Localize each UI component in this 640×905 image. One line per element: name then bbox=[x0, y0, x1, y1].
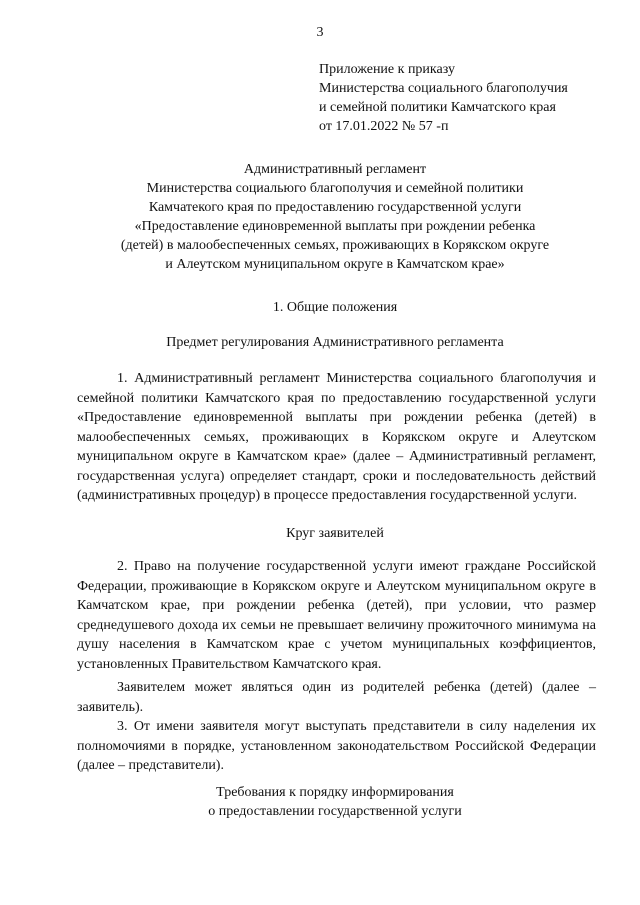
section-heading-subject: Предмет регулирования Административного регламента bbox=[166, 335, 504, 350]
approval-line: и семейной политики Камчатского края bbox=[319, 100, 556, 115]
page-number: 3 bbox=[316, 25, 324, 40]
paragraph-2: 2. Право на получение государственной услуги имеют граждане Российской Федерации, проживающие в Корякском округе и Алеутском муниципальном округе в Камчатском крае, при рождении ребенка (детей), при условии, что размер среднедушевого дохода их семьи не превышает величину прожиточного минимума на душу населения в Камчатском крае с учетом муниципальных коэффициентов, установленных Правительством Камчатского края. bbox=[77, 559, 596, 672]
paragraph-3: 3. От имени заявителя могут выступать представители в силу наделения их полномочиями в порядке, установленном законодательством Российской Федерации (далее – представители). bbox=[77, 719, 596, 773]
title-line: Камчатекого края по предоставлению государственной услуги bbox=[148, 200, 522, 215]
section-heading-general: 1. Общие положения bbox=[272, 300, 398, 315]
approval-block bbox=[319, 60, 619, 136]
section-heading-applicants: Круг заявителей bbox=[286, 526, 384, 541]
approval-line: Министерства социального благополучия bbox=[319, 81, 568, 96]
document-title bbox=[60, 160, 610, 274]
approval-line: Приложение к приказу bbox=[319, 62, 455, 77]
approval-line: от 17.01.2022 № 57 -п bbox=[319, 119, 449, 134]
paragraph-applicant: Заявителем может являться один из родителей ребенка (детей) (далее – заявитель). bbox=[77, 680, 596, 715]
title-line: (детей) в малообеспеченных семьях, проживающих в Корякском округе bbox=[120, 238, 550, 253]
title-line: Министерства социальюго благополучия и семейной политики bbox=[146, 181, 524, 196]
title-line: Административный регламент bbox=[243, 162, 427, 177]
title-line: «Предоставление единовременной выплаты при рождении ребенка bbox=[134, 219, 536, 234]
section-heading-info bbox=[60, 783, 610, 821]
title-line: и Алеутском муниципальном округе в Камчатском крае» bbox=[165, 257, 505, 272]
info-heading-line: Требования к порядку информирования bbox=[216, 785, 454, 800]
paragraph-1: 1. Административный регламент Министерства социального благополучия и семейной политики Камчатского края по предоставлению государственной услуги «Предоставление единовременной выплаты при рождении ребенка (детей) в малообеспеченных семьях, проживающих в Корякском округе и Алеутском муниципальном округе в Камчатском крае» (далее – Административный регламент, государственная услуга) определяет стандарт, сроки и последовательность действий (административных процедур) в процессе предоставления государственной услуги. bbox=[77, 371, 596, 503]
info-heading-line: о предоставлении государственной услуги bbox=[208, 804, 462, 819]
